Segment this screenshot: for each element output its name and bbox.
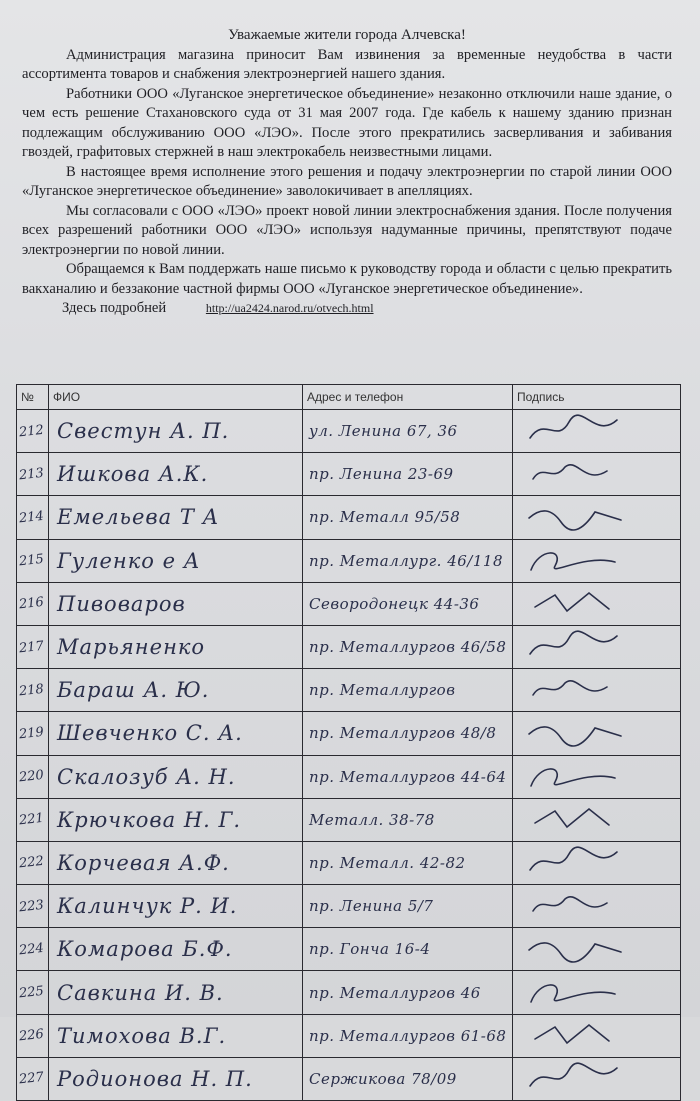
- table-row: [17, 841, 681, 884]
- signature-cell: [513, 1014, 681, 1057]
- signer-name: Крючкова Н. Г.: [57, 807, 242, 832]
- signature-cell: [513, 539, 681, 582]
- signer-address-cell: [303, 1057, 513, 1100]
- signer-name-cell: [49, 539, 303, 582]
- header-address: Адрес и телефон: [303, 385, 513, 410]
- signature-scribble: [525, 803, 635, 837]
- row-number-cell: [17, 971, 49, 1014]
- signer-address: пр. Металлургов 46: [309, 983, 481, 1002]
- row-number-cell: [17, 1014, 49, 1057]
- signer-address-cell: [303, 1014, 513, 1057]
- row-number: 213: [18, 465, 45, 484]
- signer-name: Тимохова В.Г.: [57, 1023, 227, 1048]
- signature-scribble: [525, 500, 635, 534]
- signature-scribble: [525, 1062, 635, 1096]
- signer-address-cell: [303, 669, 513, 712]
- header-signature: Подпись: [513, 385, 681, 410]
- signer-name-cell: [49, 1014, 303, 1057]
- signer-address-cell: [303, 712, 513, 755]
- signature-scribble: [525, 889, 635, 923]
- signer-name: Савкина И. В.: [57, 980, 224, 1005]
- table-row: [17, 971, 681, 1014]
- signature-cell: [513, 885, 681, 928]
- row-number: 217: [18, 638, 45, 656]
- row-number-cell: [17, 841, 49, 884]
- row-number: 226: [18, 1027, 45, 1045]
- row-number: 218: [18, 681, 45, 700]
- signature-scribble: [525, 1019, 635, 1053]
- signature-cell: [513, 410, 681, 453]
- row-number: 214: [18, 508, 45, 527]
- signer-name: Свестун А. П.: [57, 419, 230, 444]
- signer-name-cell: [49, 453, 303, 496]
- more-info-line: [22, 299, 672, 319]
- signer-name: Марьяненко: [57, 635, 206, 660]
- table-row: [17, 1057, 681, 1100]
- signature-cell: [513, 712, 681, 755]
- row-number-cell: [17, 928, 49, 971]
- signature-scribble: [525, 673, 635, 707]
- letter-paragraph: Администрация магазина приносит Вам извинения за временные неудобства в части ассортимента товаров и снабжения электроэнергией нашего здания.: [22, 46, 672, 82]
- signer-address: пр. Металл. 42-82: [309, 853, 466, 872]
- signature-cell: [513, 755, 681, 798]
- signer-address: пр. Металлургов 48/8: [309, 724, 497, 743]
- table-row: [17, 453, 681, 496]
- signer-address: ул. Ленина 67, 36: [309, 422, 458, 441]
- signer-name-cell: [49, 841, 303, 884]
- table-row: [17, 1014, 681, 1057]
- row-number: 221: [18, 811, 45, 829]
- row-number: 224: [18, 940, 45, 959]
- table-row: [17, 539, 681, 582]
- signer-name-cell: [49, 496, 303, 539]
- letter-title: Уважаемые жители города Алчевска!: [228, 27, 466, 43]
- row-number-cell: [17, 539, 49, 582]
- row-number: 220: [18, 767, 45, 786]
- signature-cell: [513, 1057, 681, 1100]
- signer-address-cell: [303, 928, 513, 971]
- signer-address: Металл. 38-78: [309, 810, 435, 829]
- signer-address-cell: [303, 625, 513, 668]
- row-number: 225: [18, 983, 45, 1002]
- signer-address: пр. Ленина 23-69: [309, 465, 454, 484]
- signer-name: Пивоваров: [57, 591, 186, 616]
- signature-cell: [513, 669, 681, 712]
- letter-paragraph: Обращаемся к Вам поддержать наше письмо к руководству города и области с целью прекратить вакханалию и беззаконие частной фирмы ООО «Луганское энергетическое объединение».: [22, 261, 672, 297]
- row-number-cell: [17, 625, 49, 668]
- signer-address-cell: [303, 539, 513, 582]
- signature-scribble: [525, 544, 635, 578]
- signature-scribble: [525, 846, 635, 880]
- signer-address-cell: [303, 885, 513, 928]
- row-number-cell: [17, 453, 49, 496]
- signer-address: Сержикова 78/09: [309, 1069, 457, 1088]
- signer-address-cell: [303, 582, 513, 625]
- table-row: [17, 712, 681, 755]
- signer-address: пр. Ленина 5/7: [309, 897, 434, 916]
- row-number-cell: [17, 798, 49, 841]
- table-row: [17, 582, 681, 625]
- table-row: [17, 410, 681, 453]
- row-number-cell: [17, 712, 49, 755]
- signer-name-cell: [49, 669, 303, 712]
- letter-body: [22, 26, 672, 319]
- signer-address: пр. Металлургов 44-64: [309, 767, 507, 786]
- table-row: [17, 928, 681, 971]
- signer-address-cell: [303, 798, 513, 841]
- signer-address-cell: [303, 410, 513, 453]
- signer-address: пр. Металлургов: [309, 681, 456, 700]
- table-row: [17, 885, 681, 928]
- signer-name: Шевченко С. А.: [57, 721, 243, 746]
- signer-name-cell: [49, 582, 303, 625]
- signer-address: пр. Металлург. 46/118: [309, 551, 503, 570]
- signer-name-cell: [49, 798, 303, 841]
- signer-address-cell: [303, 971, 513, 1014]
- signer-name: Ишкова А.К.: [57, 462, 209, 487]
- signature-scribble: [525, 976, 635, 1010]
- row-number: 216: [18, 595, 45, 613]
- signature-scribble: [525, 716, 635, 750]
- signature-cell: [513, 496, 681, 539]
- signer-name: Скалозуб А. Н.: [57, 764, 236, 789]
- letter-paragraph: Мы согласовали с ООО «ЛЭО» проект новой линии электроснабжения здания. После получения всех разрешений работники ООО «ЛЭО» используя надуманные причины, препятствуют подаче электроэнергии по новой линии.: [22, 202, 672, 258]
- more-info-link[interactable]: http://ua2424.narod.ru/otvech.html: [205, 301, 374, 315]
- letter-paragraph: Работники ООО «Луганское энергетическое объединение» незаконно отключили наше здание, о чем есть решение Стахановского суда от 31 мая 2007 года. Где кабель к нашему зданию признан подлежащим обслуживанию ООО «ЛЭО». После этого прекратились засверливания и забивания гвоздей, графитовых стержней в наш электрокабель неизвестными лицами.: [22, 85, 672, 160]
- signature-cell: [513, 928, 681, 971]
- table-row: [17, 625, 681, 668]
- signature-cell: [513, 453, 681, 496]
- signer-address: пр. Металлургов 46/58: [309, 638, 507, 657]
- signer-address-cell: [303, 453, 513, 496]
- row-number: 227: [18, 1070, 45, 1088]
- header-number: №: [17, 385, 49, 410]
- signer-address-cell: [303, 841, 513, 884]
- signature-scribble: [525, 457, 635, 491]
- signer-address-cell: [303, 496, 513, 539]
- signature-scribble: [525, 630, 635, 664]
- row-number-cell: [17, 496, 49, 539]
- signer-name: Емельева Т А: [57, 505, 220, 530]
- signer-name-cell: [49, 971, 303, 1014]
- header-name: ФИО: [49, 385, 303, 410]
- signer-name-cell: [49, 755, 303, 798]
- signer-name-cell: [49, 928, 303, 971]
- signature-scribble: [525, 932, 635, 966]
- signature-cell: [513, 841, 681, 884]
- signer-name: Комарова Б.Ф.: [57, 937, 233, 962]
- signer-name-cell: [49, 712, 303, 755]
- table-row: [17, 798, 681, 841]
- signature-cell: [513, 625, 681, 668]
- signer-name-cell: [49, 625, 303, 668]
- row-number: 215: [18, 552, 45, 570]
- signer-name: Родионова Н. П.: [57, 1066, 253, 1091]
- signer-name-cell: [49, 410, 303, 453]
- row-number: 223: [18, 897, 45, 916]
- signature-scribble: [525, 587, 635, 621]
- row-number-cell: [17, 582, 49, 625]
- signer-address: Севородонецк 44-36: [309, 594, 480, 613]
- signature-table: [16, 384, 681, 1101]
- row-number-cell: [17, 755, 49, 798]
- signature-cell: [513, 971, 681, 1014]
- signer-address: пр. Металл 95/58: [309, 508, 461, 527]
- signer-name-cell: [49, 885, 303, 928]
- row-number: 222: [18, 854, 45, 872]
- more-info-label: Здесь подробней: [62, 300, 167, 316]
- signer-name: Гуленко е А: [57, 548, 201, 573]
- signature-cell: [513, 582, 681, 625]
- row-number-cell: [17, 885, 49, 928]
- signer-address: пр. Металлургов 61-68: [309, 1026, 507, 1045]
- table-row: [17, 755, 681, 798]
- table-header-row: [17, 385, 681, 410]
- row-number: 219: [18, 724, 45, 743]
- row-number-cell: [17, 1057, 49, 1100]
- signer-name: Корчевая А.Ф.: [57, 850, 230, 875]
- signature-cell: [513, 798, 681, 841]
- signer-address: пр. Гонча 16-4: [309, 940, 431, 959]
- signature-scribble: [525, 760, 635, 794]
- row-number-cell: [17, 669, 49, 712]
- letter-paragraph: В настоящее время исполнение этого решения и подачу электроэнергии по старой линии ООО «Луганское энергетическое объединение» заволокичивает в апелляциях.: [22, 163, 672, 199]
- table-row: [17, 496, 681, 539]
- row-number-cell: [17, 410, 49, 453]
- table-body: [17, 410, 681, 1101]
- row-number: 212: [18, 422, 45, 440]
- table-row: [17, 669, 681, 712]
- signer-name: Калинчук Р. И.: [57, 894, 238, 919]
- signer-name-cell: [49, 1057, 303, 1100]
- signer-address-cell: [303, 755, 513, 798]
- signer-name: Бараш А. Ю.: [57, 678, 210, 703]
- signature-scribble: [525, 414, 635, 448]
